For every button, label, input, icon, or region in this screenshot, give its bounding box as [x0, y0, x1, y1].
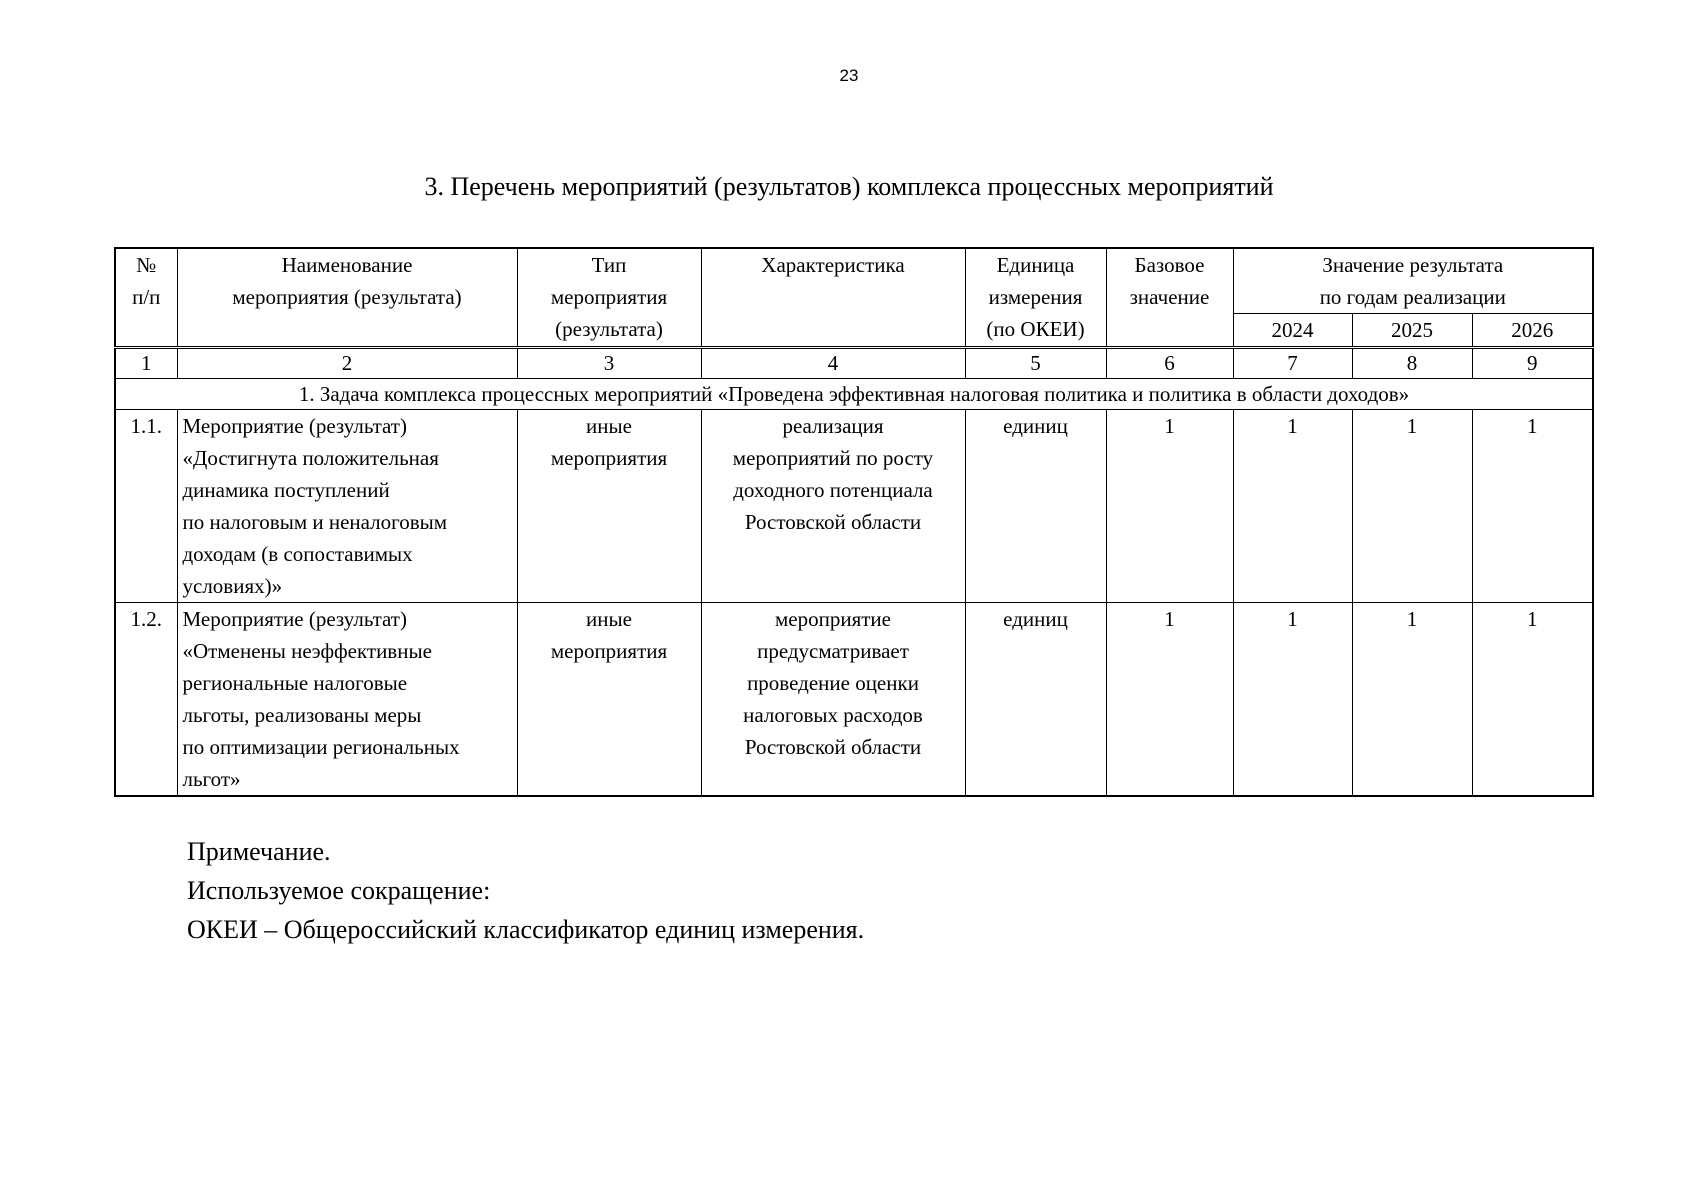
header-type: Тип мероприятия (результата) [517, 248, 701, 348]
note-block [187, 832, 864, 949]
row-base-value: 1 [1106, 410, 1233, 603]
row-num: 1.2. [115, 603, 177, 797]
task-title: 1. Задача комплекса процессных мероприятий «Проведена эффективная налоговая политика и политика в области доходов» [115, 379, 1593, 410]
row-value-2024: 1 [1233, 410, 1352, 603]
row-value-2025: 1 [1352, 410, 1472, 603]
column-number: 2 [177, 348, 517, 379]
row-type: иные мероприятия [517, 410, 701, 603]
row-characteristic: мероприятие предусматривает проведение оценки налоговых расходов Ростовской области [701, 603, 965, 797]
column-number: 9 [1472, 348, 1593, 379]
column-number: 6 [1106, 348, 1233, 379]
measures-table [114, 247, 1594, 797]
row-base-value: 1 [1106, 603, 1233, 797]
note-abbreviation-intro: Используемое сокращение: [187, 876, 491, 905]
row-type: иные мероприятия [517, 603, 701, 797]
header-characteristic: Характеристика [701, 248, 965, 348]
row-characteristic: реализация мероприятий по росту доходного потенциала Ростовской области [701, 410, 965, 603]
header-values-by-year: Значение результата по годам реализации [1233, 248, 1593, 314]
row-value-2024: 1 [1233, 603, 1352, 797]
column-number: 8 [1352, 348, 1472, 379]
table-row [115, 603, 1593, 797]
row-value-2026: 1 [1472, 410, 1593, 603]
note-abbreviation-okei: ОКЕИ – Общероссийский классификатор единиц измерения. [187, 915, 865, 944]
header-year-2025: 2025 [1352, 314, 1472, 348]
header-year-2024: 2024 [1233, 314, 1352, 348]
header-base-value: Базовое значение [1106, 248, 1233, 348]
row-name: Мероприятие (результат) «Отменены неэффективные региональные налоговые льготы, реализованы меры по оптимизации региональных льгот» [177, 603, 517, 797]
note-heading: Примечание. [187, 837, 331, 866]
page-title: 3. Перечень мероприятий (результатов) комплекса процессных мероприятий [424, 172, 1274, 201]
column-number: 5 [965, 348, 1106, 379]
column-number: 4 [701, 348, 965, 379]
page-number: 23 [839, 66, 859, 85]
row-value-2025: 1 [1352, 603, 1472, 797]
task-row [115, 379, 1593, 410]
column-number: 3 [517, 348, 701, 379]
row-unit: единиц [965, 603, 1106, 797]
table-row [115, 410, 1593, 603]
header-year-2026: 2026 [1472, 314, 1593, 348]
row-unit: единиц [965, 410, 1106, 603]
column-number: 7 [1233, 348, 1352, 379]
column-number-row [115, 348, 1593, 379]
row-name: Мероприятие (результат) «Достигнута положительная динамика поступлений по налоговым и неналоговым доходам (в сопоставимых условиях)» [177, 410, 517, 603]
row-value-2026: 1 [1472, 603, 1593, 797]
row-num: 1.1. [115, 410, 177, 603]
header-num: № п/п [115, 248, 177, 348]
column-number: 1 [115, 348, 177, 379]
header-name: Наименование мероприятия (результата) [177, 248, 517, 348]
header-unit: Единица измерения (по ОКЕИ) [965, 248, 1106, 348]
